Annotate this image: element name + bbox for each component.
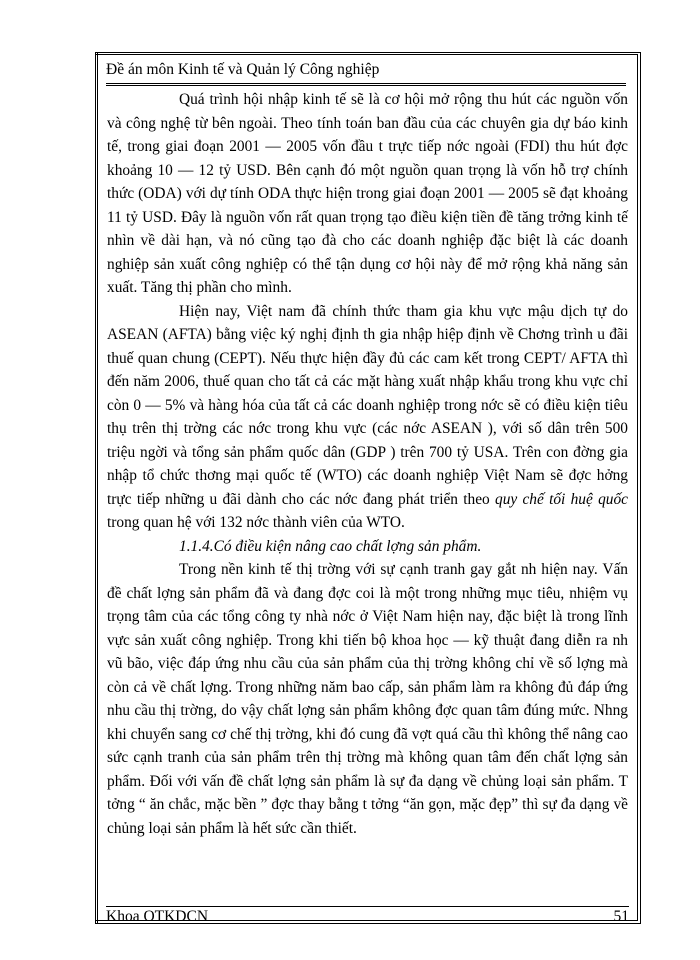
running-footer	[106, 908, 629, 926]
section-heading: 1.1.4.Có điều kiện nâng cao chất lợng sản phẩm.	[179, 537, 482, 555]
document-body	[107, 88, 628, 840]
header-rule	[106, 83, 626, 86]
paragraph-afta-text: Hiện nay, Việt nam đã chính thức tham gia khu vực mậu dịch tự do ASEAN (AFTA) bằng việc ký nghị định th gia nhập hiệp định về Chơng trình u đãi thuế quan chung (CEPT). Nếu thực hiện đầy đủ các cam kết trong CEPT/ AFTA thì đến năm 2006, thuế quan cho tất cả các mặt hàng xuất nhập khẩu trong khu vực chỉ còn 0 — 5% và hàng hóa của tất cả các doanh nghiệp trong nớc sẽ có điều kiện tiêu thụ trên thị trờng các nớc trong khu vực (các nớc ASEAN ), với số dân trên 500 triệu ngời và tổng sản phẩm quốc dân (GDP ) trên 700 tỷ USA. Trên con đờng gia nhập tổ chức thơng mại quốc tế (WTO) các doanh nghiệp Việt Nam sẽ đợc hởng trực tiếp những u đãi dành cho các nớc đang phát triển theo	[107, 302, 628, 508]
running-header: Đề án môn Kinh tế và Quản lý Công nghiệp	[106, 61, 380, 78]
paragraph-fdi-oda: Quá trình hội nhập kinh tế sẽ là cơ hội mở rộng thu hút các nguồn vốn và công nghệ từ bên ngoài. Theo tính toán ban đầu của các chuyên gia dự báo kinh tế, trong giai đoạn 2001 — 2005 vốn đầu t trực tiếp nớc ngoài (FDI) thu hút đợc khoảng 10 — 12 tỷ USD. Bên cạnh đó một nguồn quan trọng là vốn hỗ trợ chính thức (ODA) với dự tính ODA thực hiện trong giai đoạn 2001 — 2005 sẽ đạt khoảng 11 tỷ USD. Đây là nguồn vốn rất quan trọng tạo điều kiện tiền đề tăng trởng kinh tế nhìn về dài hạn, và nó cũng tạo đà cho các doanh nghiệp đặc biệt là các doanh nghiệp sản xuất công nghiệp có thể tận dụng cơ hội này để mở rộng khả năng sản xuất. Tăng thị phần cho mình.	[107, 91, 628, 296]
footer-department: Khoa OTKDCN	[106, 908, 209, 925]
paragraph-afta-wto	[107, 300, 628, 535]
italic-term: quy chế tối huệ quốc	[495, 490, 628, 508]
paragraph-quality: Trong nền kinh tế thị trờng với sự cạnh tranh gay gắt nh hiện nay. Vấn đề chất lợng sản phẩm đã và đang đợc coi là một trong những mục tiêu, nhiệm vụ trọng tâm của các tổng công ty nhà nớc ở Việt Nam hiện nay, đặc biệt là trong lĩnh vực sản xuất công nghiệp. Trong khi tiến bộ khoa học — kỹ thuật đang diễn ra nh vũ bão, việc đáp ứng nhu cầu của sản phẩm của thị trờng không chỉ về số lợng mà còn cả về chất lợng. Trong những năm bao cấp, sản phẩm làm ra không đủ đáp ứng nhu cầu thị trờng, do vậy chất lợng sản phẩm không đợc quan tâm đúng mức. Nhng khi chuyển sang cơ chế thị trờng, khi đó cung đã vợt quá cầu thì không thể nâng cao sức cạnh tranh của sản phẩm trên thị trờng mà không quan tâm đến chất lợng sản phẩm. Đối với vấn đề chất lợng sản phẩm là sự đa dạng về chủng loại sản phẩm. T tởng “ ăn chắc, mặc bền ” đợc thay bằng t tởng “ăn gọn, mặc đẹp” thì sự đa dạng về chủng loại sản phẩm là hết sức cần thiết.	[107, 561, 628, 837]
page-number: 51	[613, 908, 629, 925]
paragraph-afta-text-end: trong quan hệ với 132 nớc thành viên của WTO.	[107, 514, 405, 531]
footer-rule	[106, 906, 629, 907]
page-border-left	[95, 52, 99, 924]
